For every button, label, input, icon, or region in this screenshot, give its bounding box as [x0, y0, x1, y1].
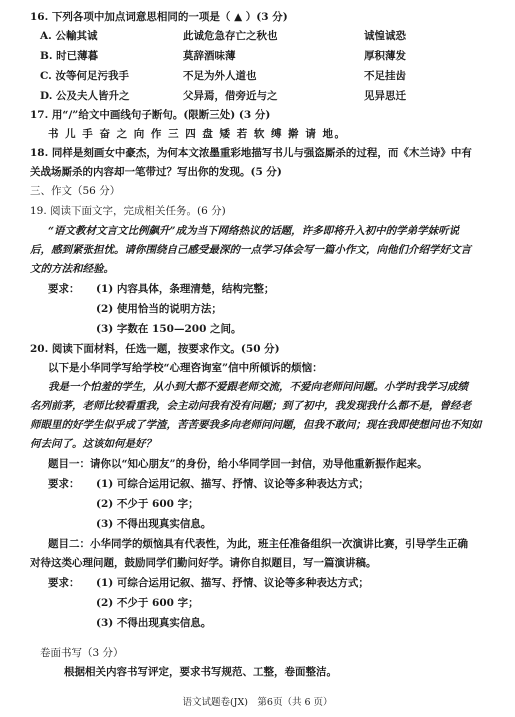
handwriting-title: 卷面书写（3 分）: [40, 647, 124, 659]
q20-req2-3: (3) 不得出现真实信息。: [96, 617, 212, 629]
q17-sentence: 书 儿 手 奋 之 向 作 三 四 盘 矮 若 软 缚 擀 请 地。: [48, 128, 347, 140]
q20-letter-line-4: 何去问了。这该如何是好？: [30, 438, 156, 450]
q20-topic-1: 题目一：请你以“知心朋友”的身份，给小华同学回一封信，劝导他重新振作起来。: [48, 458, 428, 470]
q19-passage-line-3: 文的方法和经验。: [30, 263, 114, 275]
option-label: B. 时已薄暮: [40, 50, 99, 62]
handwriting-description: 根据相关内容书写评定，要求书写规范、工整，卷面整洁。: [64, 666, 337, 678]
q20-requirements-label-2: 要求：: [48, 577, 80, 589]
option-right: 不足挂齿: [364, 70, 406, 82]
q20-letter-line-2: 名列前茅，老师比较看重我，会主动问我有没有问题；到了初中，我发现我什么都不是，曾经老: [30, 400, 471, 412]
q20-req1-3: (3) 不得出现真实信息。: [96, 518, 212, 530]
option-mid: 此诚危急存亡之秋也: [183, 30, 278, 42]
q19-req-2: (2) 使用恰当的说明方法；: [96, 303, 222, 315]
q20-letter-line-1: 我是一个怕羞的学生，从小到大都不爱跟老师交流，不爱向老师问问题。小学时我学习成绩: [48, 381, 468, 393]
option-label: D. 公及夫人皆升之: [40, 90, 130, 102]
q20-topic-2-line-2: 对待这类心理问题，鼓励同学们勤问好学。请你自拟题目，写一篇演讲稿。: [30, 557, 377, 569]
q18-line-2: 关战场厮杀的内容却一笔带过？写出你的发现。(5 分): [30, 166, 282, 178]
option-label: C. 汝等何足污我手: [40, 70, 129, 82]
q19-stem: 19. 阅读下面文字，完成相关任务。(6 分): [30, 205, 226, 217]
q20-intro: 以下是小华同学写给学校“心理咨询室”信中所倾诉的烦恼：: [48, 362, 323, 374]
q20-stem: 20. 阅读下面材料，任选一题，按要求作文。(50 分): [30, 343, 280, 355]
q20-letter-line-3: 师眼里的好学生似乎成了学渣，苦苦要我多向老师问问题，但我不敢问；现在我即使想问也不知如: [30, 419, 482, 431]
q19-passage-line-1: “语文教材文言文比例飙升”成为当下网络热议的话题，许多即将升入初中的学弟学妹听说: [48, 225, 460, 237]
option-mid: 莫辞酒味薄: [183, 50, 236, 62]
q20-topic-2-line-1: 题目二：小华同学的烦恼具有代表性，为此，班主任准备组织一次演讲比赛，引导学生正确: [48, 538, 468, 550]
q20-req1-2: (2) 不少于 600 字；: [96, 498, 199, 510]
q19-passage-line-2: 后，感到紧张担忧。请你围绕自己感受最深的一点学习体会写一篇小作文，向他们介绍学好文言: [30, 244, 471, 256]
option-label: A. 公輸其诚: [40, 30, 98, 42]
section-heading: 三、作文（56 分）: [30, 185, 121, 197]
option-mid: 父异焉，借旁近与之: [183, 90, 278, 102]
q19-requirements-label: 要求：: [48, 283, 80, 295]
page-footer: 语文试题卷(JX) 第6页（共 6 页）: [182, 697, 333, 708]
q20-req1-1: (1) 可综合运用记叙、描写、抒情、议论等多种表达方式；: [96, 478, 369, 490]
q18-line-1: 18. 同样是刻画女中豪杰，为何本文浓墨重彩地描写书儿与强盗厮杀的过程，而《木兰诗》中有: [30, 147, 472, 159]
option-mid: 不足为外人道也: [183, 70, 257, 82]
option-right: 见异思迁: [364, 90, 406, 102]
q20-requirements-label-1: 要求：: [48, 478, 80, 490]
q20-req2-2: (2) 不少于 600 字；: [96, 597, 199, 609]
q20-req2-1: (1) 可综合运用记叙、描写、抒情、议论等多种表达方式；: [96, 577, 369, 589]
q19-req-3: (3) 字数在 150—200 之间。: [96, 323, 242, 335]
option-right: 厚积薄发: [364, 50, 406, 62]
q16-stem: 16. 下列各项中加点词意思相同的一项是（ ▲ ）(3 分): [30, 11, 288, 23]
option-right: 诚惶诚恐: [364, 30, 406, 42]
q17-stem: 17. 用“/”给文中画线句子断句。(限断三处) (3 分): [30, 109, 271, 121]
q19-req-1: (1) 内容具体，条理清楚，结构完整；: [96, 283, 275, 295]
